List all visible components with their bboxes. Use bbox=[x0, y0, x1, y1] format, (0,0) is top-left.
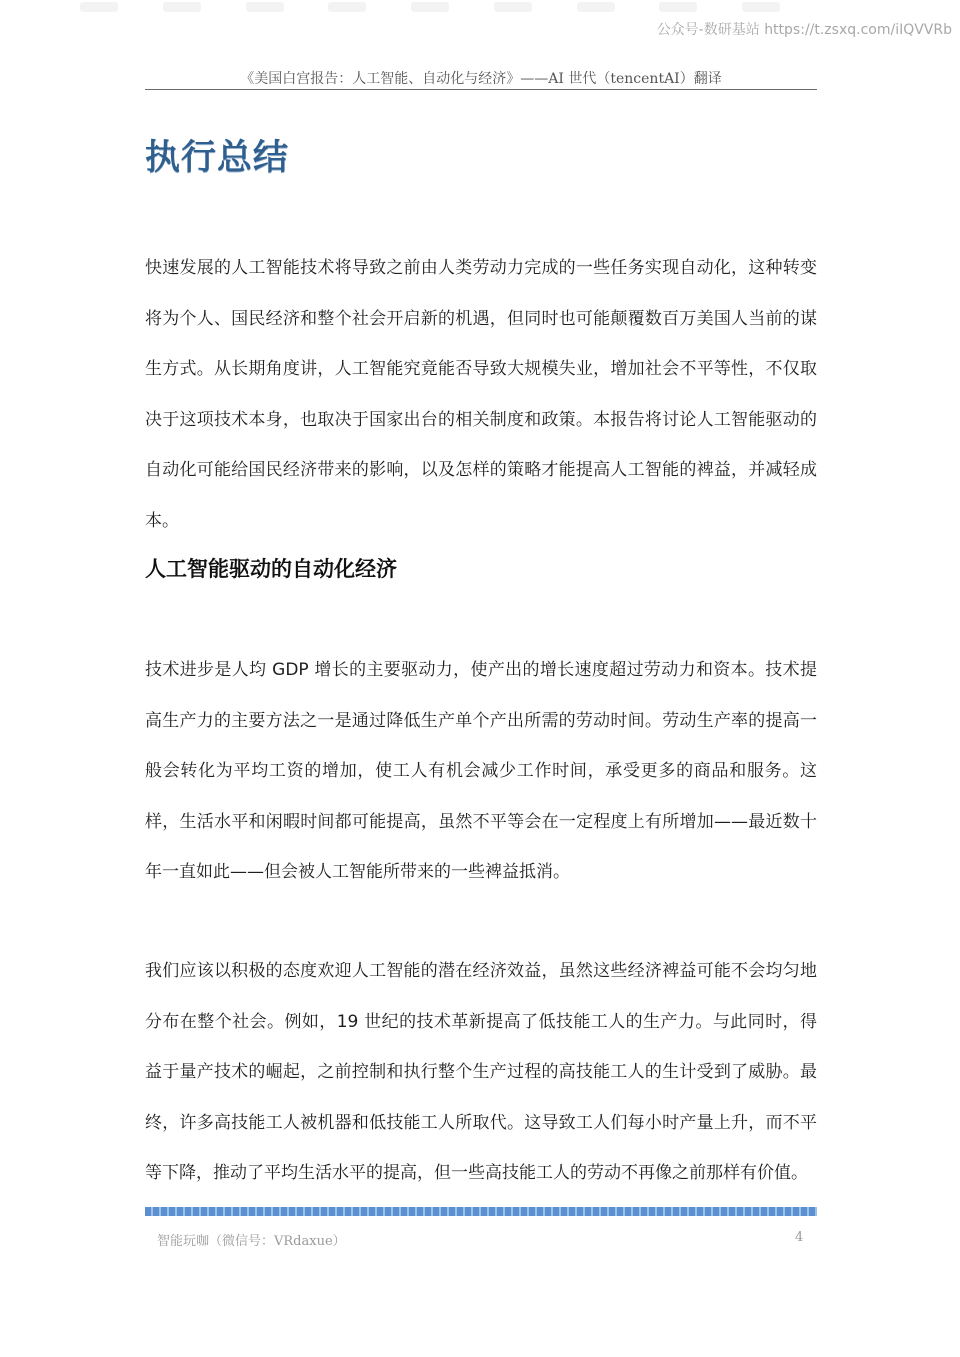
header-rule bbox=[145, 89, 817, 90]
body-paragraph-2: 技术进步是人均 GDP 增长的主要驱动力，使产出的增长速度超过劳动力和资本。技术提高生产力的主要方法之一是通过降低生产单个产出所需的劳动时间。劳动生产率的提高一般会转化为平均工资的增加，使工人有机会减少工作时间，承受更多的商品和服务。这样，生活水平和闲暇时间都可能提高，虽然不平等会在一定程度上有所增加——最近数十年一直如此——但会被人工智能所带来的一些裨益抵消。 bbox=[145, 660, 817, 882]
footer-bar bbox=[145, 1207, 817, 1216]
page-title: 执行总结 bbox=[145, 138, 290, 178]
running-header: 《美国白宫报告：人工智能、自动化与经济》——AI 世代（tencentAI）翻译 bbox=[240, 71, 722, 87]
watermark-text: 公众号-数研基站 https://t.zsxq.com/iIQVVRb bbox=[656, 22, 952, 38]
page-number: 4 bbox=[795, 1230, 804, 1245]
faint-watermark-row bbox=[80, 0, 780, 14]
section-heading: 人工智能驱动的自动化经济 bbox=[145, 557, 397, 581]
body-paragraph-1: 快速发展的人工智能技术将导致之前由人类劳动力完成的一些任务实现自动化，这种转变将为个人、国民经济和整个社会开启新的机遇，但同时也可能颠覆数百万美国人当前的谋生方式。从长期角度讲，人工智能究竟能否导致大规模失业，增加社会不平等性，不仅取决于这项技术本身，也取决于国家出台的相关制度和政策。本报告将讨论人工智能驱动的自动化可能给国民经济带来的影响，以及怎样的策略才能提高人工智能的裨益，并减轻成本。 bbox=[145, 258, 817, 531]
footer-source: 智能玩咖（微信号：VRdaxue） bbox=[157, 1234, 346, 1249]
body-paragraph-3: 我们应该以积极的态度欢迎人工智能的潜在经济效益，虽然这些经济裨益可能不会均匀地分布在整个社会。例如，19 世纪的技术革新提高了低技能工人的生产力。与此同时，得益于量产技术的崛起，之前控制和执行整个生产过程的高技能工人的生计受到了威胁。最终，许多高技能工人被机器和低技能工人所取代。这导致工人们每小时产量上升，而不平等下降，推动了平均生活水平的提高，但一些高技能工人的劳动不再像之前那样有价值。 bbox=[145, 961, 817, 1183]
